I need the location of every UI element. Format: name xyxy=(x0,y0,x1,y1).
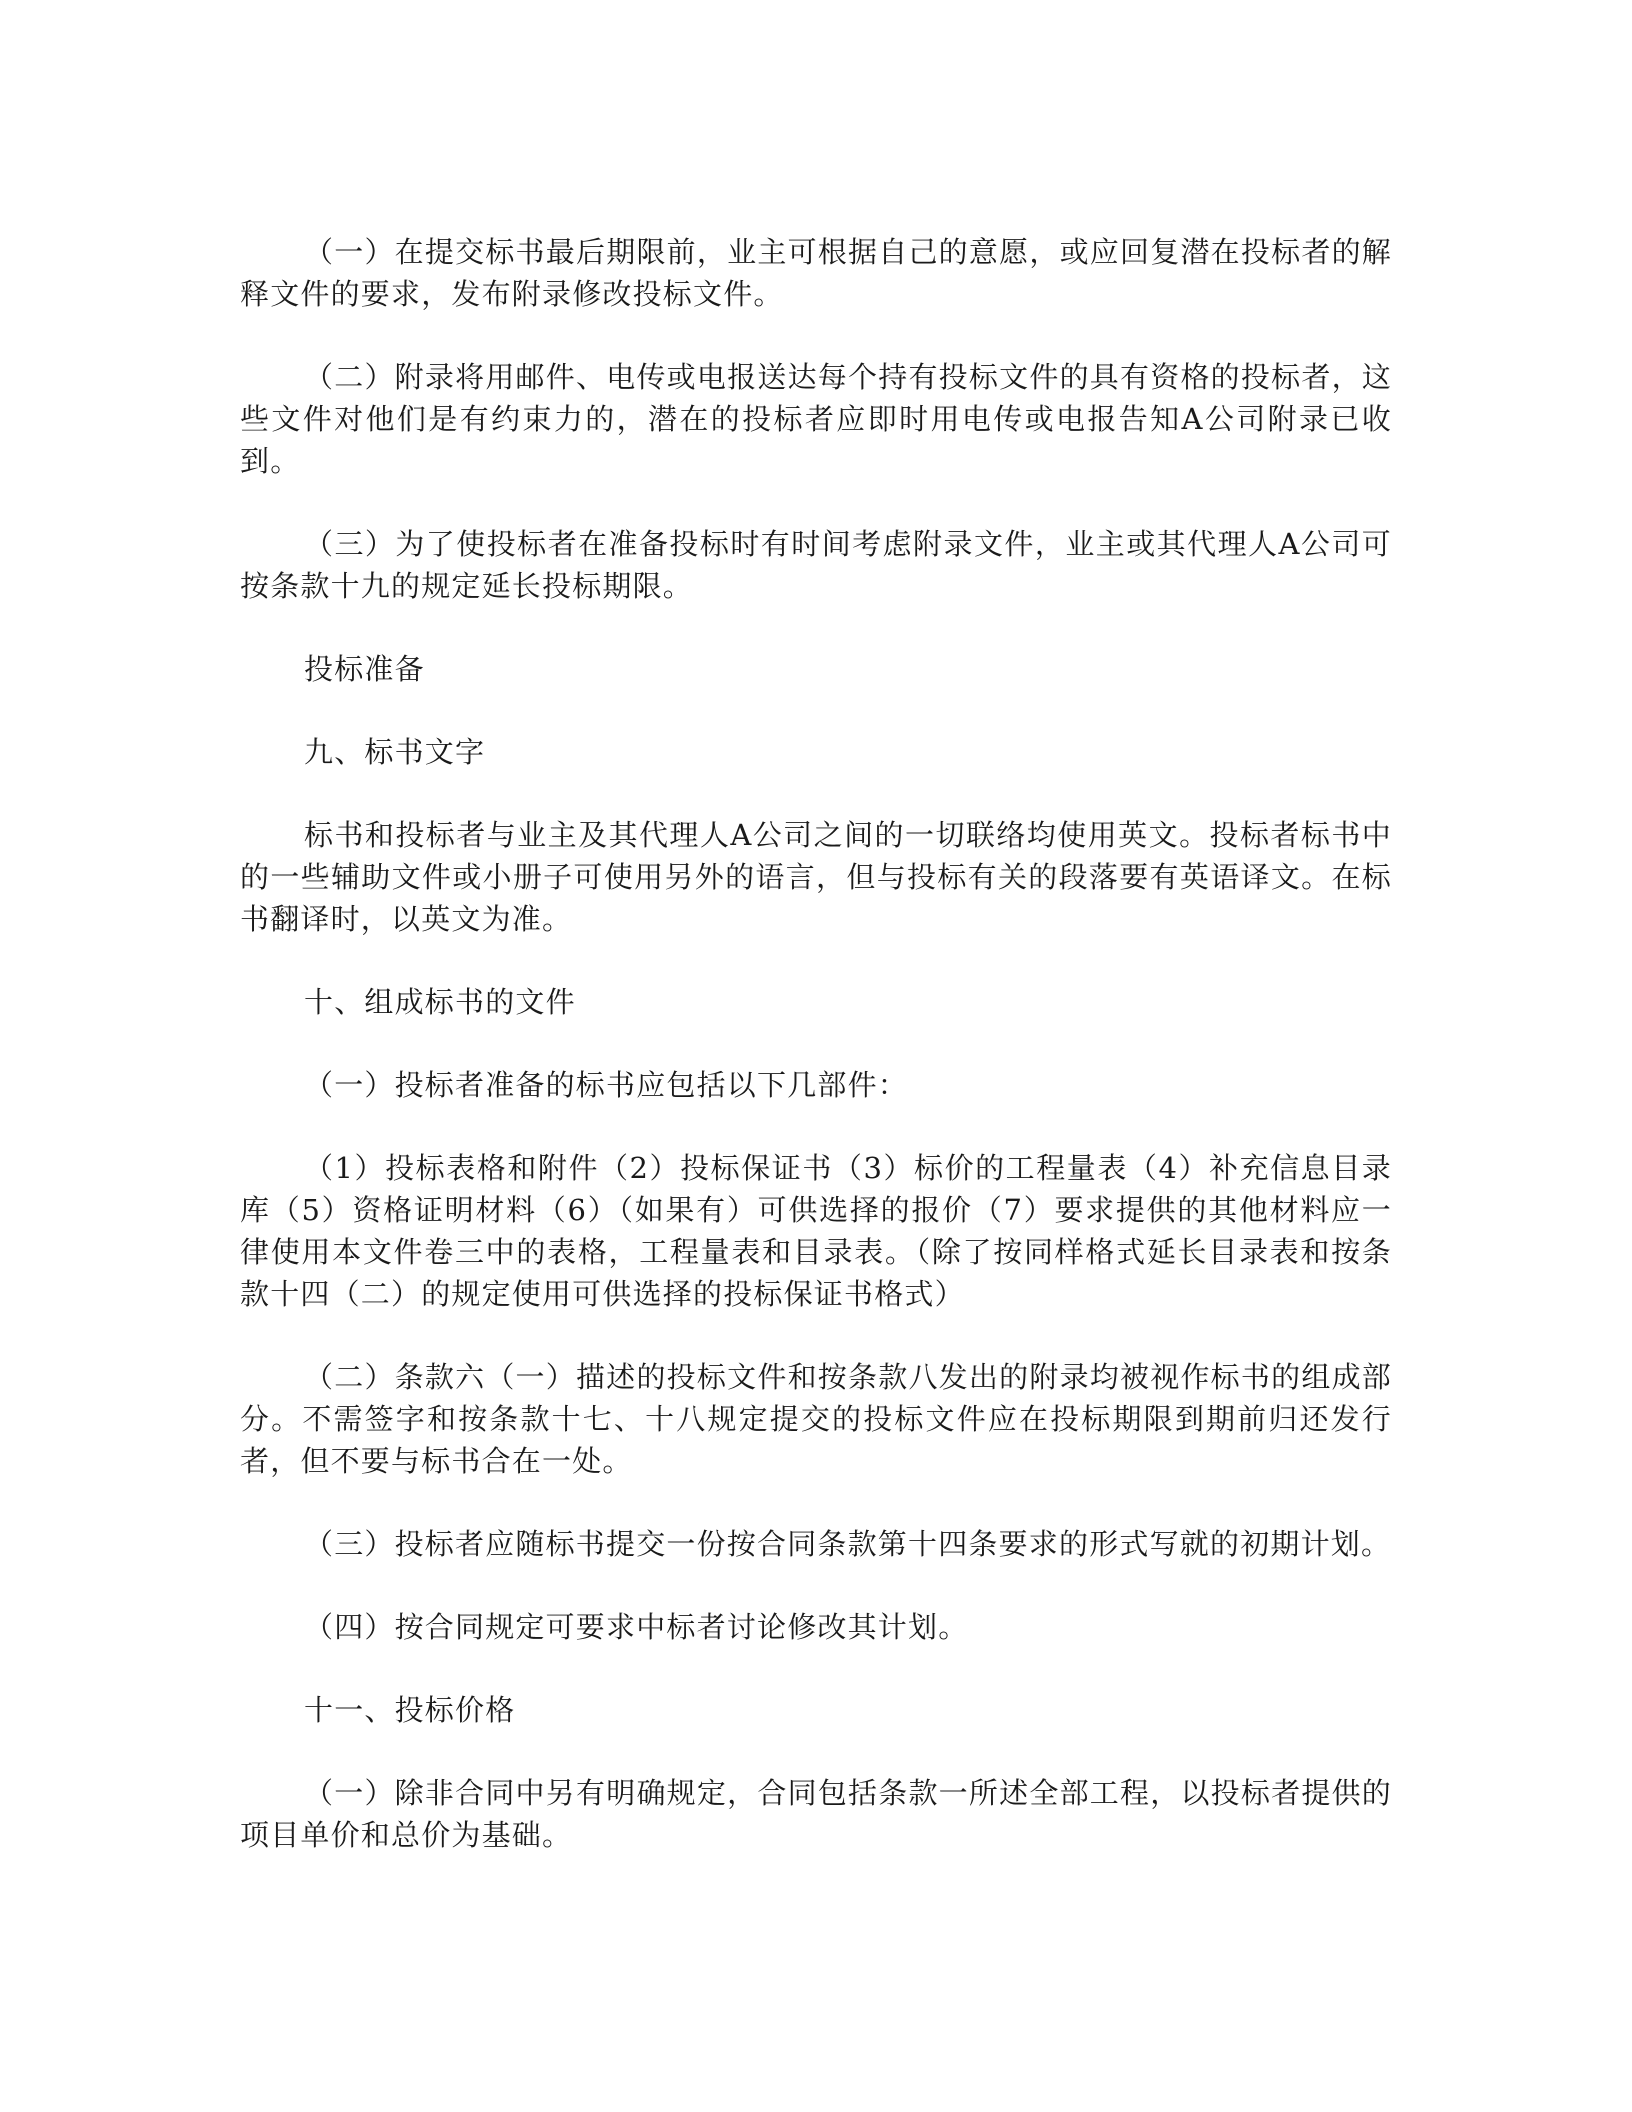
section-heading-bid-preparation: 投标准备 xyxy=(304,652,425,686)
section-heading-nine: 九、标书文字 xyxy=(304,735,486,769)
paragraph-bid-items: （1）投标表格和附件（2）投标保证书（3）标价的工程量表（4）补充信息目录库（5）资格证明材料（6）（如果有）可供选择的报价（7）要求提供的其他材料应一律使用本文件卷三中的表格，工程量表和目录表。（除了按同样格式延长目录表和按条款十四（二）的规定使用可供选择的投标保证书格式） xyxy=(240,1151,1392,1311)
section-heading-ten: 十、组成标书的文件 xyxy=(304,985,576,1019)
paragraph-addendum-3: （三）为了使投标者在准备投标时有时间考虑附录文件，业主或其代理人A公司可按条款十九的规定延长投标期限。 xyxy=(240,527,1392,603)
section-heading-eleven: 十一、投标价格 xyxy=(304,1693,516,1727)
document-body xyxy=(240,231,1392,1897)
paragraph-initial-plan: （三）投标者应随标书提交一份按合同条款第十四条要求的形式写就的初期计划。 xyxy=(304,1527,1392,1561)
paragraph-addendum-1: （一）在提交标书最后期限前，业主可根据自己的意愿，或应回复潜在投标者的解释文件的要求，发布附录修改投标文件。 xyxy=(240,235,1392,311)
paragraph-language: 标书和投标者与业主及其代理人A公司之间的一切联络均使用英文。投标者标书中的一些辅助文件或小册子可使用另外的语言，但与投标有关的段落要有英语译文。在标书翻译时，以英文为准。 xyxy=(240,818,1392,936)
paragraph-plan-revision: （四）按合同规定可要求中标者讨论修改其计划。 xyxy=(304,1610,969,1644)
paragraph-bid-components: （一）投标者准备的标书应包括以下几部件： xyxy=(304,1068,909,1102)
paragraph-bid-docs: （二）条款六（一）描述的投标文件和按条款八发出的附录均被视作标书的组成部分。不需签字和按条款十七、十八规定提交的投标文件应在投标期限到期前归还发行者，但不要与标书合在一处。 xyxy=(240,1360,1392,1478)
paragraph-addendum-2: （二）附录将用邮件、电传或电报送达每个持有投标文件的具有资格的投标者，这些文件对他们是有约束力的，潜在的投标者应即时用电传或电报告知A公司附录已收到。 xyxy=(240,360,1392,478)
paragraph-bid-price: （一）除非合同中另有明确规定，合同包括条款一所述全部工程，以投标者提供的项目单价和总价为基础。 xyxy=(240,1776,1392,1852)
